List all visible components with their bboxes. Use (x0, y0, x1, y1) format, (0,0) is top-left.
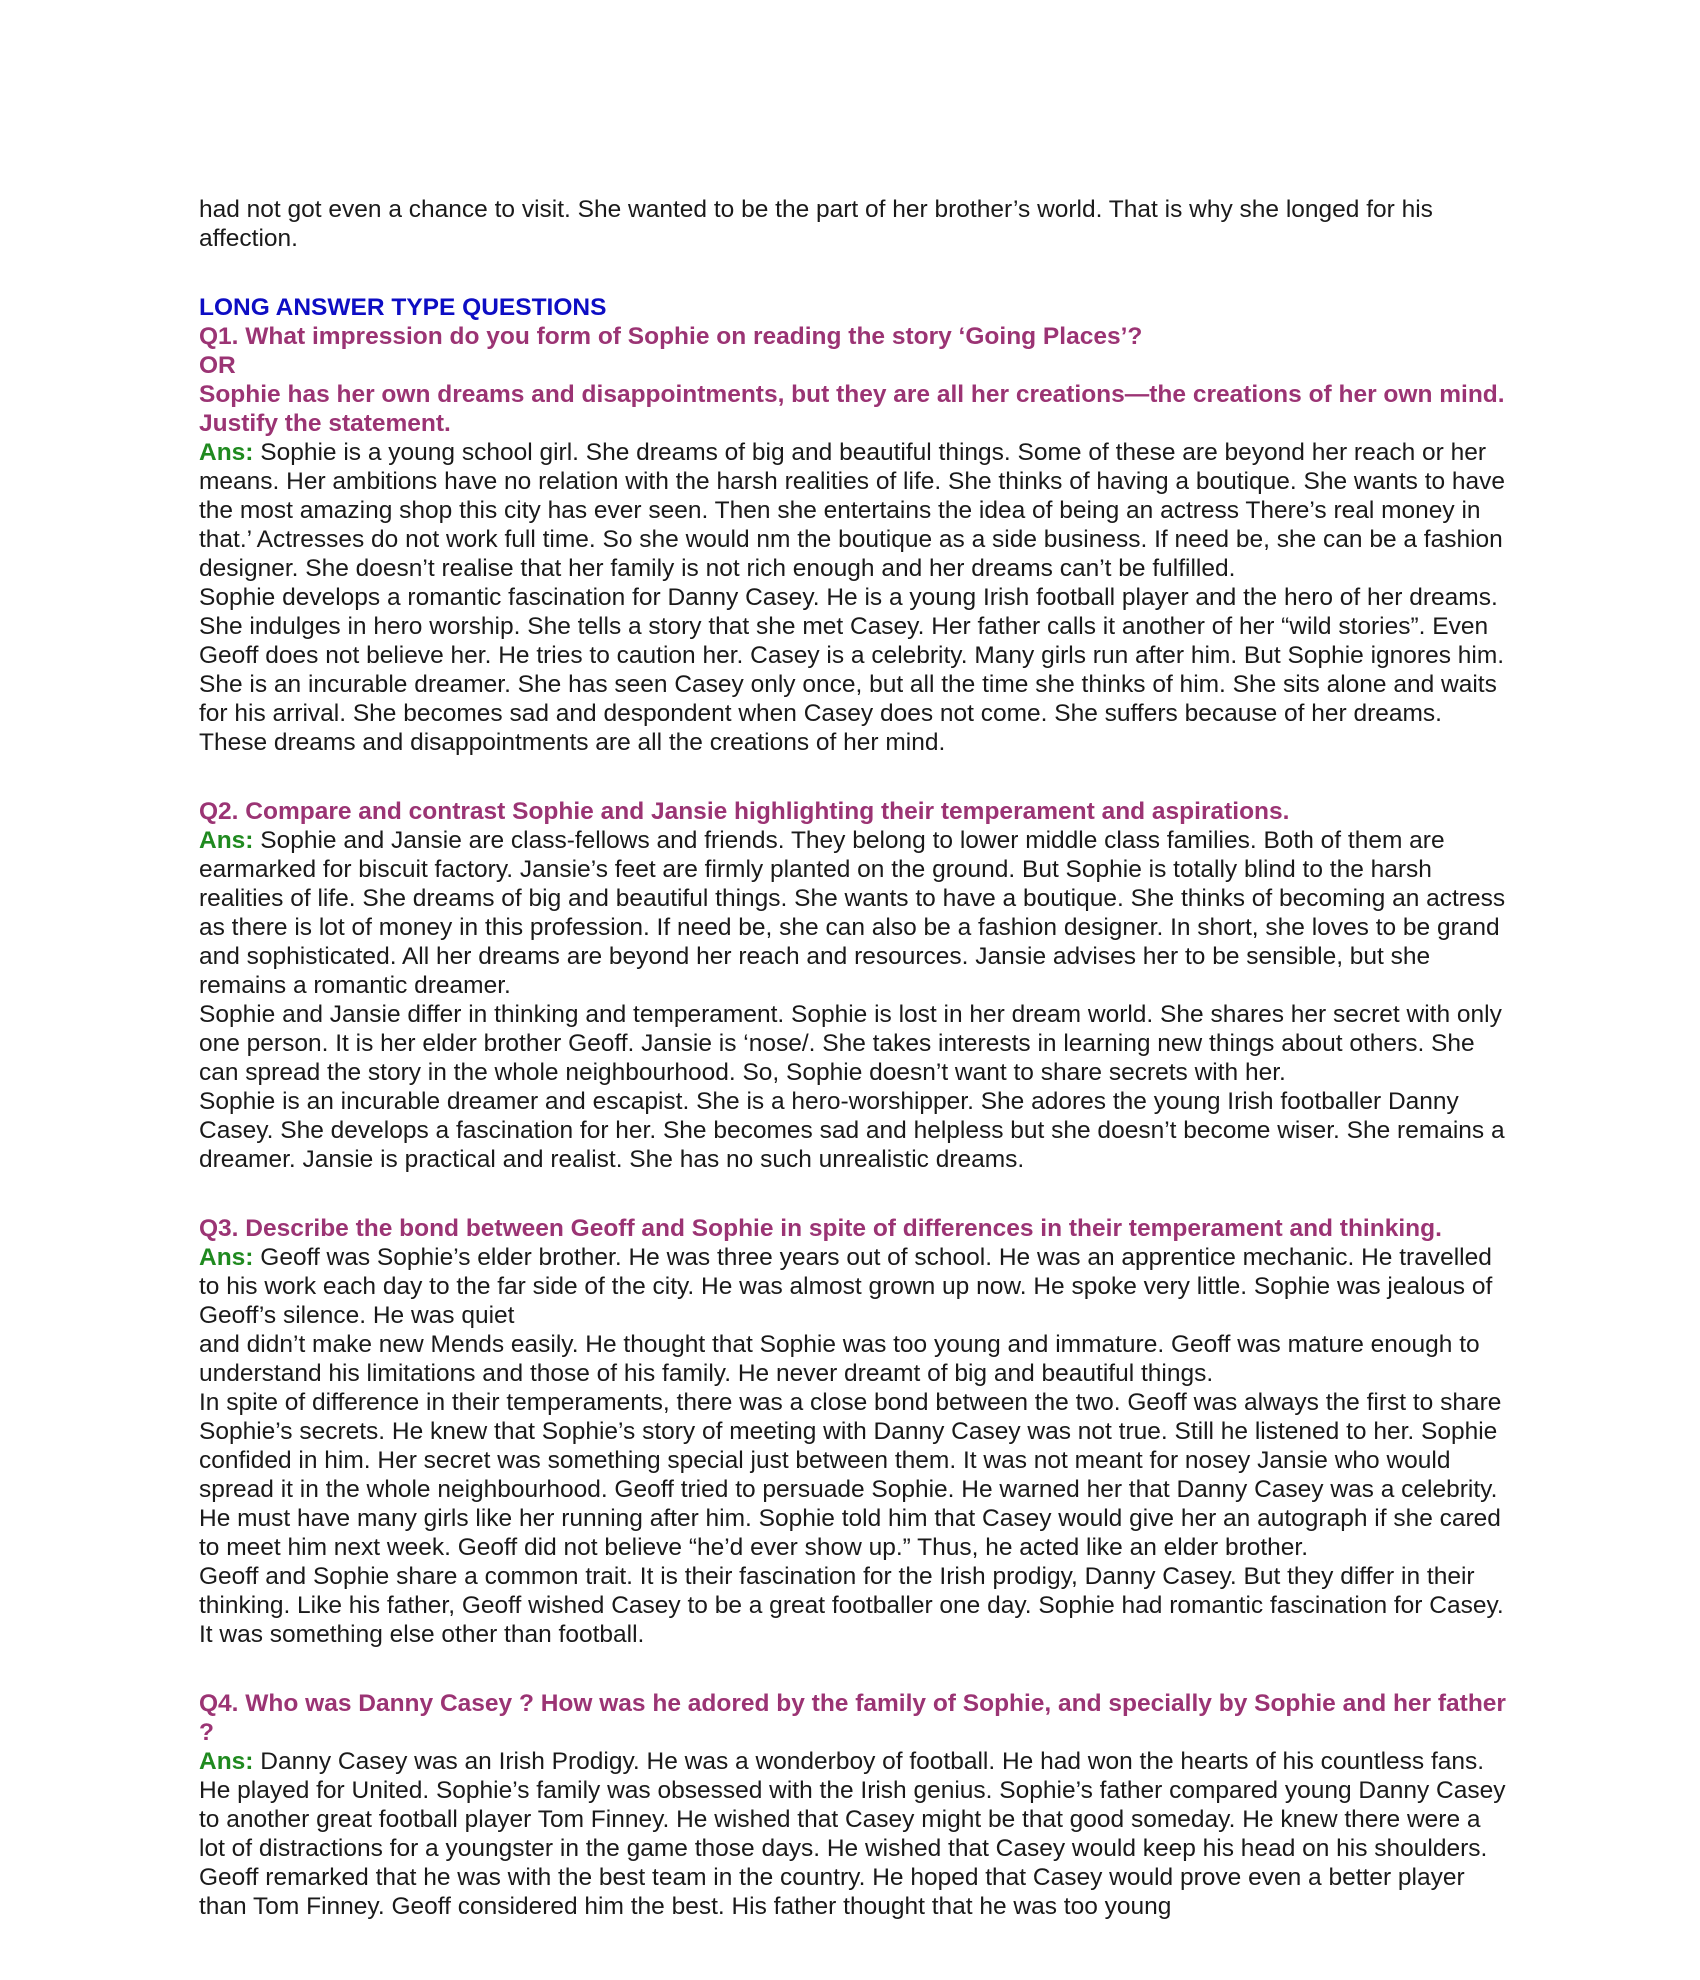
q4-answer-text: Danny Casey was an Irish Prodigy. He was a wonderboy of football. He had won the hearts of his countless fans. He played for United. Sophie’s family was obsessed with the Irish genius. Sophie’s father compared young Danny Casey to another great football player Tom Finney. He wished that Casey might be that good someday. He knew there were a lot of distractions for a youngster in the game those days. He wished that Casey would keep his head on his shoulders. Geoff remarked that he was with the best team in the country. He hoped that Casey would prove even a better player than Tom Finney. Geoff considered him the best. His father thought that he was too young (199, 1748, 1506, 1920)
q4-question: Q4. Who was Danny Casey ? How was he adored by the family of Sophie, and specially by Sophie and her father ? (199, 1690, 1506, 1746)
spacer (199, 757, 1509, 797)
spacer (199, 1649, 1509, 1689)
q3-answer-paragraph: Geoff and Sophie share a common trait. It is their fascination for the Irish prodigy, Danny Casey. But they differ in their thinking. Like his father, Geoff wished Casey to be a great footballer one day. Sophie had romantic fascination for Casey. It was something else other than football. (199, 1563, 1504, 1648)
q3-answer-paragraph: In spite of difference in their temperaments, there was a close bond between the two. Geoff was always the first to share Sophie’s secrets. He knew that Sophie’s story of meeting with Danny Casey was not true. Still he listened to her. Sophie confided in him. Her secret was something special just between them. It was not meant for nosey Jansie who would spread it in the whole neighbourhood. Geoff tried to persuade Sophie. He warned her that Danny Casey was a celebrity. He must have many girls like her running after him. Sophie told him that Casey would give her an autograph if she cared to meet him next week. Geoff did not believe “he’d ever show up.” Thus, he acted like an elder brother. (199, 1389, 1502, 1561)
q3-answer-text: Geoff was Sophie’s elder brother. He was three years out of school. He was an apprentice mechanic. He travelled to his work each day to the far side of the city. He was almost grown up now. He spoke very little. Sophie was jealous of Geoff’s silence. He was quiet (199, 1244, 1493, 1329)
q2-answer (199, 826, 1509, 1000)
intro-paragraph: had not got even a chance to visit. She wanted to be the part of her brother’s world. That is why she longed for his affection. (199, 196, 1433, 252)
answer-label: Ans: (199, 1748, 254, 1775)
q1-answer-paragraph: Sophie develops a romantic fascination for Danny Casey. He is a young Irish football player and the hero of her dreams. She indulges in hero worship. She tells a story that she met Casey. Her father calls it another of her “wild stories”. Even Geoff does not believe her. He tries to caution her. Casey is a celebrity. Many girls run after him. But Sophie ignores him. (199, 584, 1505, 669)
spacer (199, 1174, 1509, 1214)
q1-or: OR (199, 352, 236, 379)
q3-question: Q3. Describe the bond between Geoff and Sophie in spite of differences in their temperament and thinking. (199, 1215, 1442, 1242)
q1-answer-paragraph: She is an incurable dreamer. She has seen Casey only once, but all the time she thinks of him. She sits alone and waits for his arrival. She becomes sad and despondent when Casey does not come. She suffers because of her dreams. These dreams and disappointments are all the creations of her mind. (199, 671, 1497, 756)
spacer (199, 253, 1509, 293)
q2-answer-paragraph: Sophie and Jansie differ in thinking and temperament. Sophie is lost in her dream world. She shares her secret with only one person. It is her elder brother Geoff. Jansie is ‘nose/. She takes interests in learning new things about others. She can spread the story in the whole neighbourhood. So, Sophie doesn’t want to share secrets with her. (199, 1001, 1502, 1086)
q1-answer-text: Sophie is a young school girl. She dreams of big and beautiful things. Some of these are beyond her reach or her means. Her ambitions have no relation with the harsh realities of life. She thinks of having a boutique. She wants to have the most amazing shop this city has ever seen. Then she entertains the idea of being an actress There’s real money in that.’ Actresses do not work full time. So she would nm the boutique as a side business. If need be, she can be a fashion designer. She doesn’t realise that her family is not rich enough and her dreams can’t be fulfilled. (199, 439, 1506, 582)
q2-answer-paragraph: Sophie is an incurable dreamer and escapist. She is a hero-worshipper. She adores the young Irish footballer Danny Casey. She develops a fascination for her. She becomes sad and helpless but she doesn’t become wiser. She remains a dreamer. Jansie is practical and realist. She has no such unrealistic dreams. (199, 1088, 1505, 1173)
q4-answer (199, 1747, 1509, 1921)
q3-answer (199, 1243, 1509, 1330)
answer-label: Ans: (199, 1244, 254, 1271)
document-page (199, 195, 1509, 1921)
q1-question: Q1. What impression do you form of Sophie on reading the story ‘Going Places’? (199, 323, 1143, 350)
answer-label: Ans: (199, 827, 254, 854)
answer-label: Ans: (199, 439, 254, 466)
q3-answer-paragraph: and didn’t make new Mends easily. He thought that Sophie was too young and immature. Geoff was mature enough to understand his limitations and those of his family. He never dreamt of big and beautiful things. (199, 1331, 1480, 1387)
q1-answer (199, 438, 1509, 583)
q2-answer-text: Sophie and Jansie are class-fellows and friends. They belong to lower middle class families. Both of them are earmarked for biscuit factory. Jansie’s feet are firmly planted on the ground. But Sophie is totally blind to the harsh realities of life. She dreams of big and beautiful things. She wants to have a boutique. She thinks of becoming an actress as there is lot of money in this profession. If need be, she can also be a fashion designer. In short, she loves to be grand and sophisticated. All her dreams are beyond her reach and resources. Jansie advises her to be sensible, but she remains a romantic dreamer. (199, 827, 1506, 999)
q2-question: Q2. Compare and contrast Sophie and Jansie highlighting their temperament and aspirations. (199, 798, 1290, 825)
q1-alt-question: Sophie has her own dreams and disappointments, but they are all her creations—the creations of her own mind. Justify the statement. (199, 381, 1505, 437)
section-heading: LONG ANSWER TYPE QUESTIONS (199, 294, 607, 321)
